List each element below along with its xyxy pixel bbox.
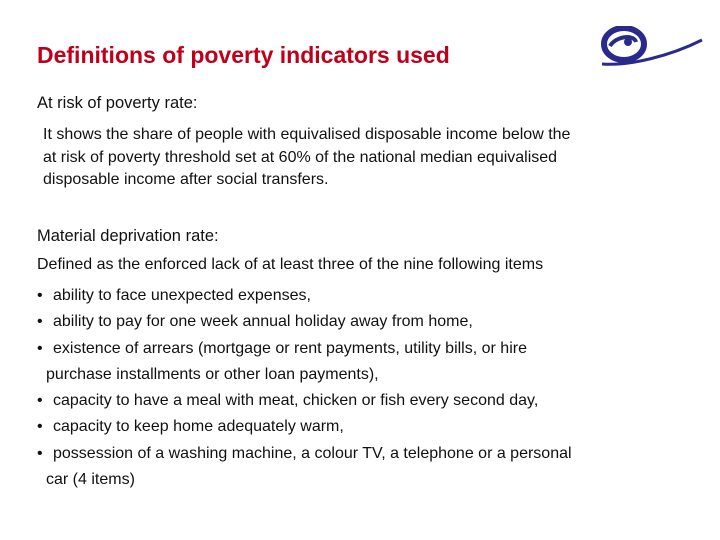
bullet-icon: • [37, 444, 43, 462]
list-item: • existence of arrears (mortgage or rent payments, utility bills, or hire purchase installments or other loan payments), [37, 336, 697, 389]
bullet-icon: • [37, 313, 43, 331]
bullet-icon: • [37, 287, 43, 304]
list-item: • capacity to have a meal with meat, chicken or fish every second day, [37, 388, 697, 414]
risk-line: disposable income after social transfers. [43, 171, 329, 188]
risk-line: at risk of poverty threshold set at 60% of the national median equivalised [43, 148, 558, 166]
list-item: • capacity to keep home adequately warm, [37, 414, 697, 440]
council-of-europe-logo-icon [600, 26, 704, 72]
bullet-icon: • [37, 339, 43, 357]
deprivation-heading: Material deprivation rate: [37, 227, 219, 245]
list-item: • possession of a washing machine, a colour TV, a telephone or a personal car (4 items) [37, 441, 697, 494]
page-title: Definitions of poverty indicators used [37, 42, 450, 68]
bullet-icon: • [37, 392, 43, 410]
risk-definition [43, 124, 673, 192]
list-item: • ability to pay for one week annual holiday away from home, [37, 309, 697, 335]
deprivation-items-list [37, 283, 697, 493]
list-item: • ability to face unexpected expenses, [37, 283, 697, 309]
deprivation-intro: Defined as the enforced lack of at least three of the nine following items [37, 256, 544, 273]
risk-line: It shows the share of people with equivalised disposable income below the [43, 126, 571, 143]
bullet-icon: • [37, 418, 43, 436]
risk-heading: At risk of poverty rate: [37, 94, 198, 112]
